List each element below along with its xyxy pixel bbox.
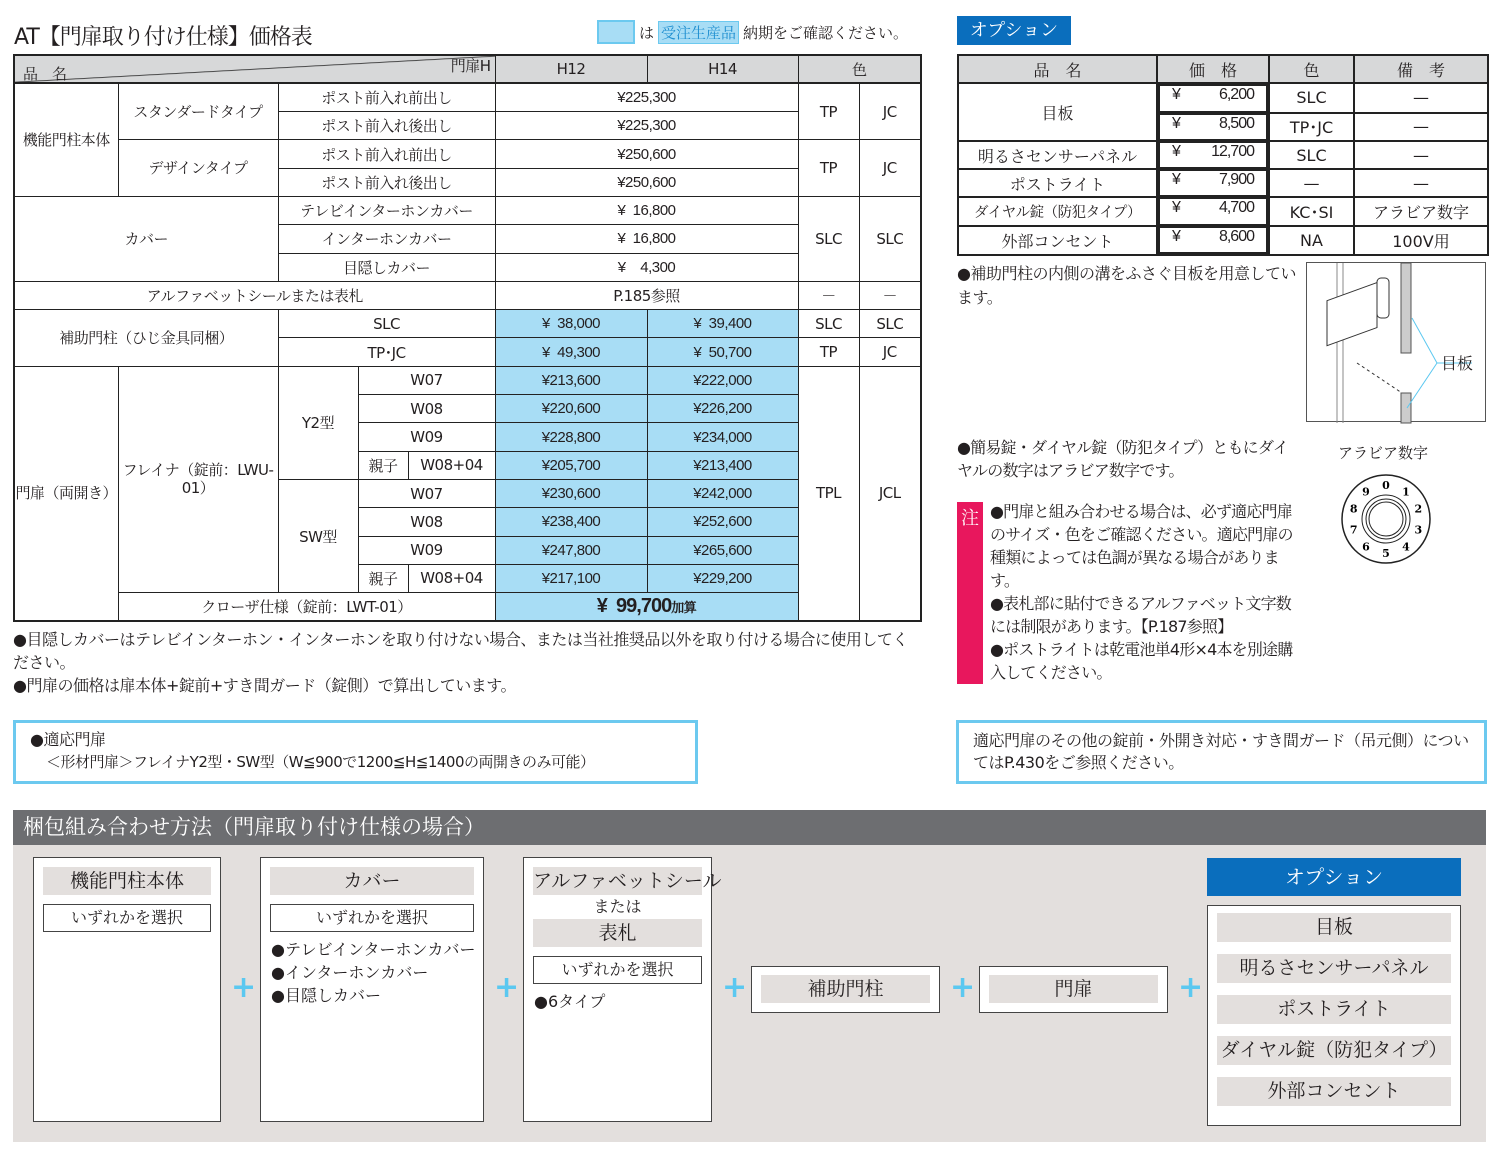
- cell: W08: [358, 508, 495, 536]
- legend-tag: 受注生産品: [658, 21, 739, 44]
- caution-item: ●門扉と組み合わせる場合は、必ず適応門扉のサイズ・色をご確認ください。適応門扉の種類によっては色調が異なる場合があります。: [990, 502, 1293, 590]
- hinge-illustration: [1306, 262, 1486, 422]
- card-alphabet: [523, 857, 722, 1122]
- cell: W08+04: [408, 451, 495, 479]
- cell: SLC: [1269, 141, 1354, 169]
- cell: SLC: [1269, 83, 1354, 112]
- price: ¥230,600: [495, 479, 647, 507]
- option-item: 明るさセンサーパネル: [1217, 954, 1451, 983]
- plus-icon: +: [494, 970, 520, 1005]
- table-row: [14, 140, 921, 168]
- plus-icon: +: [1178, 970, 1204, 1005]
- cell: TP: [798, 338, 859, 366]
- cell: クローザ仕様（錠前：LWT-01）: [118, 593, 495, 621]
- table-header: [14, 55, 921, 83]
- dial-digit: 5: [1382, 547, 1390, 560]
- cell: —: [1354, 141, 1488, 169]
- price: ¥ 16,800: [495, 196, 798, 224]
- card-kino: [33, 857, 221, 1122]
- cell: TP･JC: [278, 338, 495, 366]
- legend-text: 納期をご確認ください。: [743, 23, 909, 42]
- reference-box: 適応門扉のその他の錠前・外開き対応・すき間ガード（吊元側）についてはP.430をご参照ください。: [956, 720, 1487, 784]
- cell: SLC: [859, 310, 921, 338]
- closer-price-suffix: 加算: [671, 601, 697, 617]
- dial-digit: 1: [1402, 485, 1410, 499]
- price: ¥238,400: [495, 508, 647, 536]
- packing-heading: 梱包組み合わせ方法（門扉取り付け仕様の場合）: [13, 810, 1486, 845]
- cell: SLC: [859, 196, 921, 281]
- price: ¥213,400: [647, 451, 798, 479]
- price: ¥242,000: [647, 479, 798, 507]
- cell: ポスト前入れ前出し: [278, 83, 495, 111]
- cell: W07: [358, 479, 495, 507]
- dial-digit: 0: [1382, 479, 1390, 492]
- price: ¥265,600: [647, 536, 798, 564]
- card-hojo: [751, 966, 940, 1013]
- cell: W09: [358, 536, 495, 564]
- header-h12: H12: [495, 55, 647, 83]
- price: ¥ 38,000: [495, 310, 647, 338]
- card-cover: [260, 857, 484, 1122]
- plus-icon: +: [231, 970, 257, 1005]
- price: ¥220,600: [495, 395, 647, 423]
- price: ¥247,800: [495, 536, 647, 564]
- cell: ダイヤル錠（防犯タイプ）: [958, 197, 1157, 225]
- price: ¥ 4,300: [495, 253, 798, 281]
- footnote: ●門扉の価格は扉本体+錠前+すき間ガード（錠側）で算出しています。: [13, 676, 516, 695]
- cell: JCL: [859, 366, 921, 621]
- price: ¥ 6,200: [1158, 84, 1268, 112]
- cell: —: [1354, 169, 1488, 197]
- cell: W09: [358, 423, 495, 451]
- cell: —: [1354, 83, 1488, 112]
- price: ¥ 7,900: [1158, 169, 1268, 197]
- price: ¥225,300: [495, 83, 798, 111]
- cell: JC: [859, 140, 921, 197]
- cell: 目隠しカバー: [278, 253, 495, 281]
- price: ¥250,600: [495, 140, 798, 168]
- cell: インターホンカバー: [278, 225, 495, 253]
- box-line: ●適応門扉: [30, 730, 106, 749]
- card-title: 補助門柱: [761, 975, 930, 1003]
- cell: —: [1354, 113, 1488, 141]
- closer-price-value: ¥ 99,700: [596, 595, 672, 618]
- cell: スタンダードタイプ: [118, 83, 278, 140]
- options-table: [957, 54, 1489, 256]
- cell: W07: [358, 366, 495, 394]
- dial-digit: 4: [1402, 540, 1410, 554]
- table-row: [14, 366, 921, 394]
- price: ¥222,000: [647, 366, 798, 394]
- cell: SLC: [798, 310, 859, 338]
- cell: フレイナ（錠前：LWU-01）: [118, 366, 278, 592]
- card-item: ●目隠しカバー: [271, 986, 381, 1005]
- header-monpi-h-label: 門扉H: [450, 57, 491, 76]
- cell: —: [1269, 169, 1354, 197]
- option-card: [1207, 905, 1461, 1126]
- cell: TP: [798, 140, 859, 197]
- price: ¥234,000: [647, 423, 798, 451]
- price: ¥226,200: [647, 395, 798, 423]
- fig-label: 目板: [1441, 354, 1474, 373]
- table-row: [14, 196, 921, 224]
- note-dial: ●簡易錠・ダイヤル錠（防犯タイプ）ともにダイヤルの数字はアラビア数字です。: [957, 438, 1288, 480]
- cell: ポスト前入れ後出し: [278, 168, 495, 196]
- dial-digit: 3: [1414, 523, 1423, 537]
- caution-item: ●ポストライトは乾電池単4形×4本を別途購入してください。: [990, 640, 1293, 682]
- price: ¥205,700: [495, 451, 647, 479]
- closer-price: [495, 593, 798, 621]
- card-monpi: [979, 966, 1168, 1013]
- table-row: [958, 169, 1488, 197]
- dial-digit: 9: [1362, 485, 1370, 499]
- table-row: [14, 281, 921, 309]
- cell: NA: [1269, 226, 1354, 255]
- header-hinmei: [14, 55, 495, 83]
- hinge-diagram-icon: [1307, 263, 1487, 423]
- dial-digit: 6: [1362, 540, 1370, 554]
- price: ¥ 39,400: [647, 310, 798, 338]
- cell: JC: [859, 338, 921, 366]
- cell: カバー: [14, 196, 278, 281]
- caution-notes: [990, 500, 1302, 684]
- note-meita: ●補助門柱の内側の溝をふさぐ目板を用意しています。: [957, 264, 1296, 307]
- cell: TP: [798, 83, 859, 140]
- table-row: [958, 197, 1488, 225]
- cell: SLC: [798, 196, 859, 281]
- cell: ポスト前入れ前出し: [278, 140, 495, 168]
- price: ¥ 8,600: [1158, 226, 1268, 254]
- cell: 明るさセンサーパネル: [958, 141, 1157, 169]
- cell: テレビインターホンカバー: [278, 196, 495, 224]
- cell: TPL: [798, 366, 859, 621]
- card-item: ●6タイプ: [534, 992, 606, 1011]
- dial-digit: 2: [1414, 502, 1423, 516]
- price: ¥ 49,300: [495, 338, 647, 366]
- cell: Y2型: [278, 366, 358, 479]
- table-row: [14, 310, 921, 338]
- table-row: [958, 83, 1488, 112]
- cell: KC･SI: [1269, 197, 1354, 225]
- price: ¥228,800: [495, 423, 647, 451]
- cell: W08+04: [408, 564, 495, 592]
- option-card-heading: オプション: [1207, 858, 1461, 896]
- legend: [597, 20, 908, 44]
- price: ¥ 16,800: [495, 225, 798, 253]
- legend-ha: は: [639, 23, 655, 42]
- cell: TP･JC: [1269, 113, 1354, 141]
- card-or: または: [593, 897, 642, 916]
- card-title: 表札: [533, 919, 702, 947]
- price: ¥252,600: [647, 508, 798, 536]
- header-hinmei-label: 品 名: [23, 65, 67, 84]
- card-title: 機能門柱本体: [43, 867, 211, 895]
- card-item: ●テレビインターホンカバー: [271, 940, 476, 959]
- caution-item: ●表札部に貼付できるアルファベット文字数には制限があります。【P.187参照】: [990, 594, 1292, 636]
- table-row: [14, 593, 921, 621]
- footnotes: [13, 628, 923, 697]
- cell: SLC: [278, 310, 495, 338]
- price-table: [13, 54, 922, 622]
- header-color: 色: [798, 55, 921, 83]
- card-title: 門扉: [989, 975, 1158, 1003]
- cell: W08: [358, 395, 495, 423]
- cell: 門扉（両開き）: [14, 366, 118, 621]
- card-item: ●インターホンカバー: [271, 963, 429, 982]
- cell: SW型: [278, 479, 358, 592]
- price: ¥ 8,500: [1158, 113, 1268, 141]
- price: ¥217,100: [495, 564, 647, 592]
- dial-icon: [1340, 473, 1432, 565]
- price: ¥ 12,700: [1158, 141, 1268, 169]
- dial-digit: 7: [1349, 523, 1358, 537]
- price: ¥ 4,700: [1158, 197, 1268, 225]
- price: ¥ 50,700: [647, 338, 798, 366]
- dial-label: アラビア数字: [1338, 444, 1429, 462]
- price: ¥250,600: [495, 168, 798, 196]
- price: ¥225,300: [495, 112, 798, 140]
- option-item: ダイヤル錠（防犯タイプ）: [1217, 1036, 1451, 1065]
- cell: ポスト前入れ後出し: [278, 112, 495, 140]
- cell: 補助門柱（ひじ金具同梱）: [14, 310, 278, 367]
- cell: デザインタイプ: [118, 140, 278, 197]
- option-item: 外部コンセント: [1217, 1077, 1451, 1106]
- header-price: 価 格: [1157, 55, 1269, 83]
- price: ¥229,200: [647, 564, 798, 592]
- cell: 機能門柱本体: [14, 83, 118, 196]
- cell: アラビア数字: [1354, 197, 1488, 225]
- select-label: いずれかを選択: [43, 904, 211, 932]
- table-row: [14, 83, 921, 111]
- header-hinmei: 品 名: [958, 55, 1157, 83]
- option-item: 目板: [1217, 913, 1451, 942]
- header-h14: H14: [647, 55, 798, 83]
- dial-digit: 8: [1349, 502, 1358, 516]
- box-line: ＜形材門扉＞フレイナY2型・SW型（W≦900で1200≦H≦1400の両開きのみ可能）: [46, 753, 595, 771]
- select-label: いずれかを選択: [533, 956, 702, 984]
- card-title: カバー: [270, 867, 474, 895]
- page-title: AT【門扉取り付け仕様】価格表: [14, 25, 312, 50]
- option-item: ポストライト: [1217, 995, 1451, 1024]
- cell: 親子: [358, 451, 408, 479]
- cell: ポストライト: [958, 169, 1157, 197]
- cell: 100V用: [1354, 226, 1488, 255]
- plus-icon: +: [950, 970, 976, 1005]
- footnote: ●目隠しカバーはテレビインターホン・インターホンを取り付けない場合、または当社推奨品以外を取り付ける場合に使用してください。: [13, 630, 908, 672]
- header-note: 備 考: [1354, 55, 1488, 83]
- plus-icon: +: [722, 970, 748, 1005]
- cell: JC: [859, 83, 921, 140]
- cell: 外部コンセント: [958, 226, 1157, 255]
- table-row: [958, 141, 1488, 169]
- cell: －: [859, 281, 921, 309]
- header-color: 色: [1269, 55, 1354, 83]
- cell: アルファベットシールまたは表札: [14, 281, 495, 309]
- caution-badge: 注: [957, 502, 983, 684]
- card-title: アルファベットシール: [533, 867, 702, 895]
- select-label: いずれかを選択: [270, 904, 474, 932]
- price: ¥213,600: [495, 366, 647, 394]
- cell: 親子: [358, 564, 408, 592]
- cell: －: [798, 281, 859, 309]
- cell: 目板: [958, 83, 1157, 141]
- cell: P.185参照: [495, 281, 798, 309]
- applicable-gate-box: [13, 720, 698, 784]
- options-heading: オプション: [957, 16, 1071, 45]
- table-row: [958, 226, 1488, 255]
- legend-swatch: [597, 20, 635, 44]
